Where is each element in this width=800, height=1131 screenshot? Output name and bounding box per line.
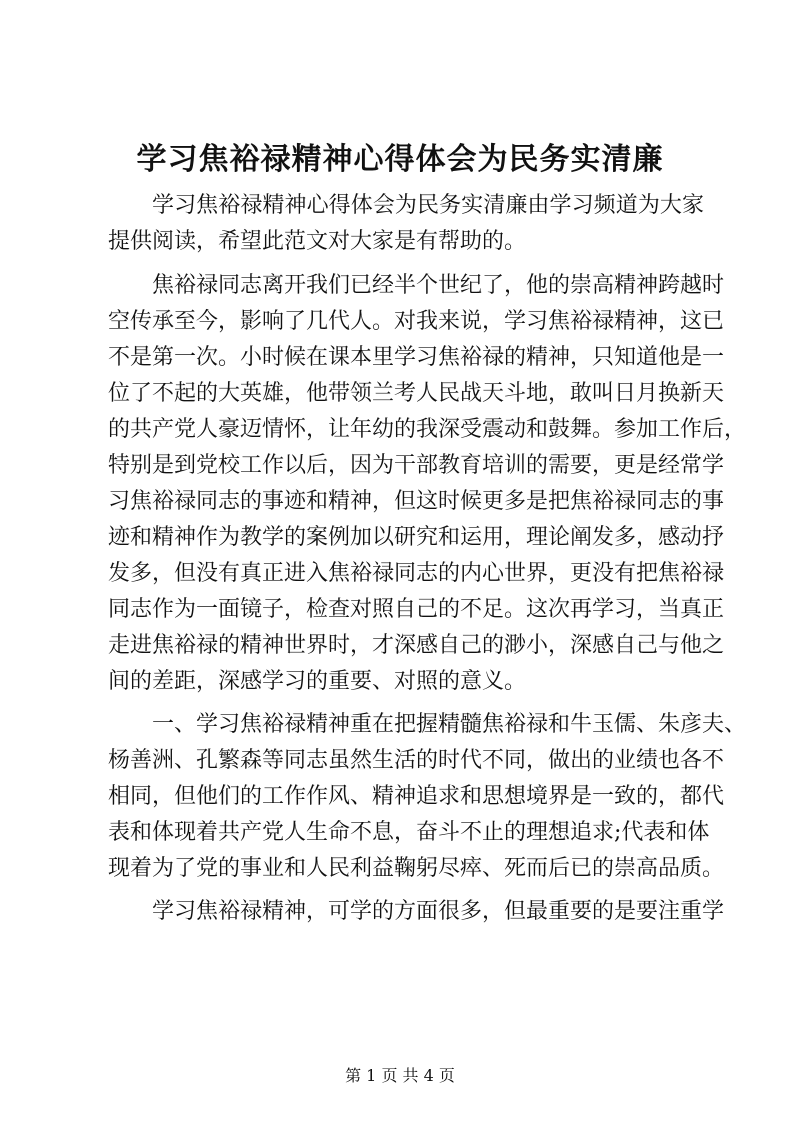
text-line: 间的差距，深感学习的重要、对照的意义。 — [108, 669, 527, 694]
text-line: 焦裕禄同志离开我们已经半个世纪了，他的崇高精神跨越时 — [152, 273, 725, 298]
text-line: 特别是到党校工作以后，因为干部教育培训的需要，更是经常学 — [108, 453, 725, 478]
text-line: 迹和精神作为教学的案例加以研究和运用，理论阐发多，感动抒 — [108, 525, 725, 550]
text-line: 位了不起的大英雄，他带领兰考人民战天斗地，敢叫日月换新天 — [108, 381, 725, 406]
text-line: 习焦裕禄同志的事迹和精神，但这时候更多是把焦裕禄同志的事 — [108, 489, 725, 514]
text-line: 的共产党人豪迈情怀，让年幼的我深受震动和鼓舞。参加工作后， — [108, 417, 747, 442]
text-line: 发多，但没有真正进入焦裕禄同志的内心世界，更没有把焦裕禄 — [108, 561, 725, 586]
text-line: 学习焦裕禄精神，可学的方面很多，但最重要的是要注重学 — [152, 899, 725, 924]
text-line: 杨善洲、孔繁森等同志虽然生活的时代不同，做出的业绩也各不 — [108, 748, 725, 773]
text-line: 提供阅读，希望此范文对大家是有帮助的。 — [108, 229, 527, 254]
text-line: 学习焦裕禄精神心得体会为民务实清廉由学习频道为大家 — [152, 193, 704, 218]
page-title: 学习焦裕禄精神心得体会为民务实清廉 — [136, 142, 664, 177]
text-line: 同志作为一面镜子，检查对照自己的不足。这次再学习，当真正 — [108, 597, 725, 622]
text-line: 走进焦裕禄的精神世界时，才深感自己的渺小，深感自己与他之 — [108, 633, 725, 658]
text-line: 现着为了党的事业和人民利益鞠躬尽瘁、死而后已的崇高品质。 — [108, 856, 725, 881]
text-line: 不是第一次。小时候在课本里学习焦裕禄的精神，只知道他是一 — [108, 345, 725, 370]
text-line: 一、学习焦裕禄精神重在把握精髓焦裕禄和牛玉儒、朱彦夫、 — [152, 712, 747, 737]
page-number: 第 1 页 共 4 页 — [345, 1066, 455, 1085]
text-line: 相同，但他们的工作作风、精神追求和思想境界是一致的，都代 — [108, 784, 725, 809]
text-line: 表和体现着共产党人生命不息，奋斗不止的理想追求;代表和体 — [108, 820, 710, 845]
text-line: 空传承至今，影响了几代人。对我来说，学习焦裕禄精神，这已 — [108, 309, 725, 334]
